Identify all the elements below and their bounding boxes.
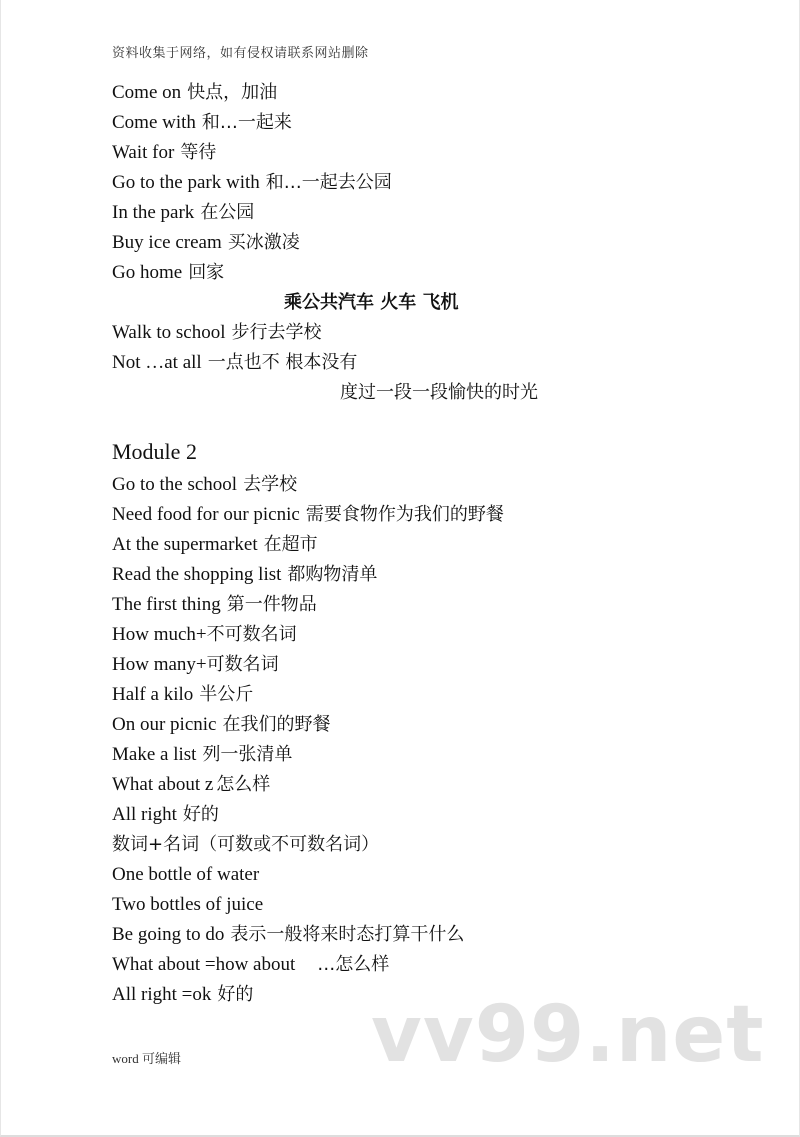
english-phrase: How much+ <box>112 624 207 645</box>
english-phrase: Go to the school <box>112 474 238 495</box>
chinese-meaning: 和…一起来 <box>201 112 292 133</box>
chinese-meaning: 怎么样 <box>216 774 271 795</box>
english-phrase: Come on <box>112 82 182 103</box>
chinese-meaning: 在我们的野餐 <box>222 714 331 735</box>
english-phrase: How many+ <box>112 654 207 675</box>
list-item <box>112 830 752 860</box>
english-phrase: Come with <box>112 112 196 133</box>
page-footer: word 可编辑 <box>112 1051 181 1066</box>
list-item <box>112 348 752 378</box>
chinese-meaning: 快点，加油 <box>187 82 278 103</box>
site-watermark: vv99.net <box>371 990 765 1080</box>
english-phrase: What about =how about <box>112 954 296 975</box>
chinese-meaning: 半公斤 <box>199 684 254 705</box>
list-item <box>112 800 752 830</box>
chinese-meaning: 数词+名词（可数或不可数名词） <box>112 834 380 855</box>
list-item <box>112 228 752 258</box>
english-phrase: Make a list <box>112 744 197 765</box>
list-item <box>112 138 752 168</box>
chinese-meaning: 等待 <box>180 142 217 163</box>
list-item <box>112 530 752 560</box>
english-phrase: All right =ok <box>112 984 212 1005</box>
list-item <box>112 590 752 620</box>
english-phrase: The first thing <box>112 594 221 615</box>
english-phrase: Go home <box>112 262 183 283</box>
english-phrase: Not …at all <box>112 352 202 373</box>
chinese-meaning: 列一张清单 <box>202 744 293 765</box>
english-phrase: All right <box>112 804 177 825</box>
list-item <box>112 318 752 348</box>
list-item <box>112 168 752 198</box>
list-item <box>112 108 752 138</box>
list-item <box>112 860 752 890</box>
list-item <box>112 770 752 800</box>
english-phrase: Buy ice cream <box>112 232 222 253</box>
list-item <box>112 920 752 950</box>
spacer <box>112 408 752 434</box>
list-item <box>112 740 752 770</box>
english-phrase: Two bottles of juice <box>112 894 264 915</box>
chinese-meaning: 回家 <box>188 262 225 283</box>
english-phrase: Half a kilo <box>112 684 194 705</box>
page-header: 资料收集于网络，如有侵权请联系网站删除 <box>112 45 369 60</box>
list-item <box>112 710 752 740</box>
english-phrase: What about z <box>112 774 214 795</box>
chinese-meaning: 在超市 <box>263 534 318 555</box>
english-phrase: Go to the park with <box>112 172 260 193</box>
english-phrase: Walk to school <box>112 322 226 343</box>
english-phrase: Need food for our picnic <box>112 504 300 525</box>
centered-line: 度过一段一段愉快的时光 <box>340 382 538 403</box>
chinese-meaning: 第一件物品 <box>226 594 317 615</box>
section-heading: Module 2 <box>112 439 197 464</box>
chinese-meaning: 需要食物作为我们的野餐 <box>305 504 504 525</box>
list-item <box>112 470 752 500</box>
chinese-meaning: 好的 <box>182 804 219 825</box>
english-phrase: One bottle of water <box>112 864 260 885</box>
list-item <box>112 620 752 650</box>
chinese-meaning: 可数名词 <box>206 654 279 675</box>
english-phrase: Wait for <box>112 142 175 163</box>
list-item <box>112 198 752 228</box>
centered-line: 乘公共汽车 火车 飞机 <box>284 292 459 313</box>
chinese-meaning: 一点也不 根本没有 <box>207 352 358 373</box>
chinese-meaning: 好的 <box>217 984 254 1005</box>
list-item <box>112 680 752 710</box>
list-item <box>112 560 752 590</box>
english-phrase: Be going to do <box>112 924 225 945</box>
chinese-meaning: 都购物清单 <box>287 564 378 585</box>
list-item <box>112 890 752 920</box>
chinese-meaning: 和…一起去公园 <box>265 172 392 193</box>
english-phrase: In the park <box>112 202 195 223</box>
english-phrase: Read the shopping list <box>112 564 282 585</box>
list-item <box>112 950 752 980</box>
list-item <box>112 258 752 288</box>
chinese-meaning: 不可数名词 <box>206 624 297 645</box>
english-phrase: At the supermarket <box>112 534 258 555</box>
vocabulary-list <box>112 78 752 1010</box>
chinese-meaning: 去学校 <box>243 474 298 495</box>
list-item <box>112 500 752 530</box>
chinese-meaning: 步行去学校 <box>231 322 322 343</box>
chinese-meaning: 买冰激凌 <box>227 232 300 253</box>
english-phrase: On our picnic <box>112 714 217 735</box>
list-item <box>112 78 752 108</box>
chinese-meaning: 表示一般将来时态打算干什么 <box>230 924 465 945</box>
chinese-meaning: 在公园 <box>200 202 255 223</box>
list-item <box>112 650 752 680</box>
chinese-meaning: …怎么样 <box>317 954 390 975</box>
